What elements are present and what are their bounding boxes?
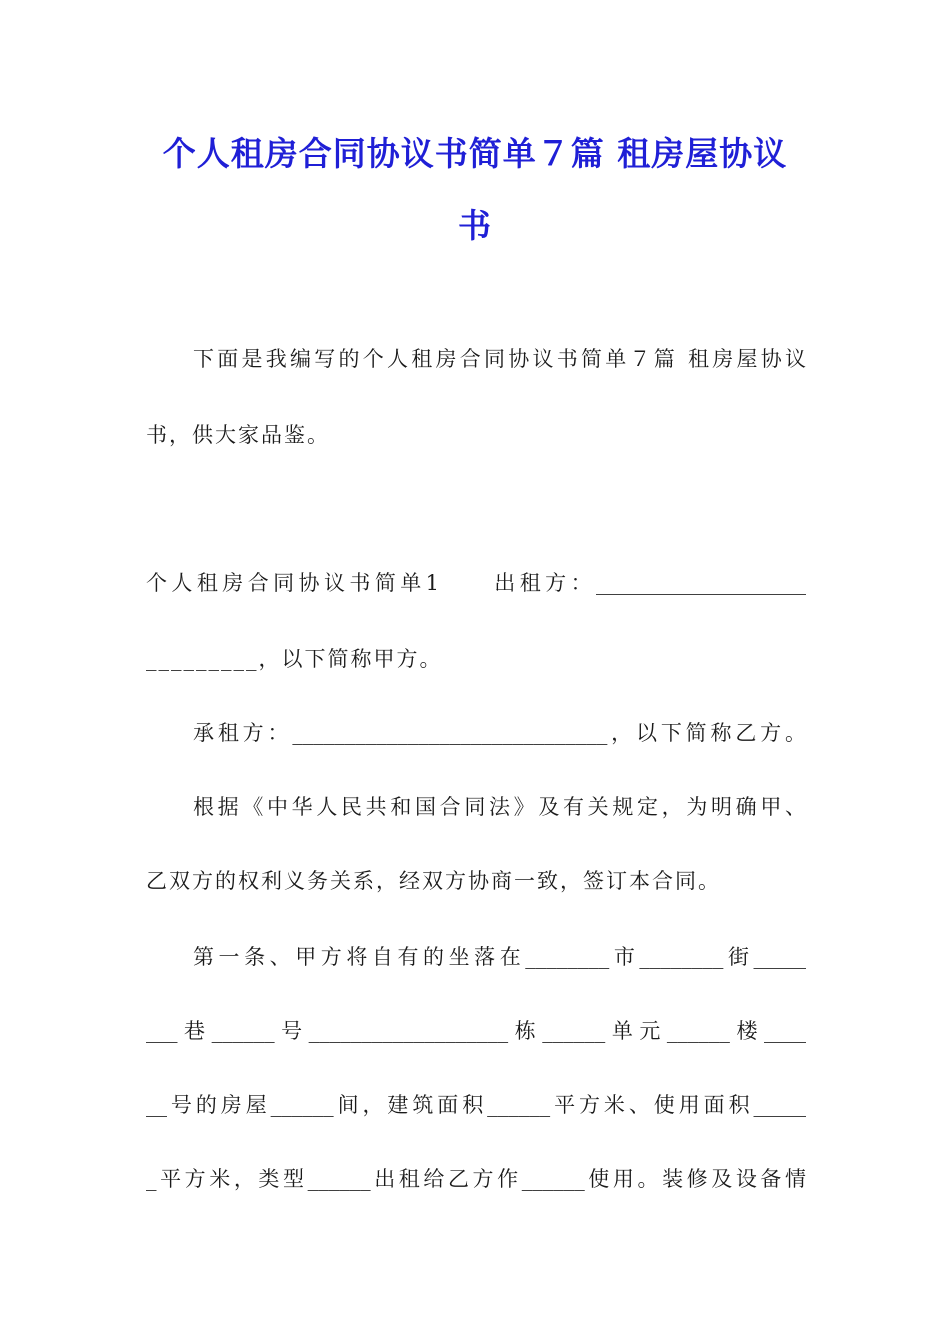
body-line-1: 下面是我编写的个人租房合同协议书简单７篇 租房屋协议: [193, 347, 806, 371]
body-line-4: _________，以下简称甲方。: [146, 647, 443, 671]
body-line-2: 书，供大家品鉴。: [146, 423, 330, 447]
body-line-3: 个人租房合同协议书简单1 出租方：____________________: [146, 571, 806, 595]
body-line-11: _平方米，类型______出租给乙方作______使用。装修及设备情: [146, 1167, 806, 1191]
body-line-9: ___巷______号___________________栋______单元______楼____: [146, 1019, 806, 1043]
document-title-line-1: 个人租房合同协议书简单７篇 租房屋协议: [162, 134, 788, 173]
body-line-6: 根据《中华人民共和国合同法》及有关规定，为明确甲、: [193, 795, 806, 819]
body-line-5: 承租方：______________________________，以下简称乙方。: [193, 721, 806, 745]
body-line-10: __号的房屋______间，建筑面积______平方米、使用面积_____: [146, 1093, 806, 1117]
document-title-line-2: 书: [458, 206, 492, 245]
body-line-7: 乙双方的权利义务关系，经双方协商一致，签订本合同。: [146, 869, 721, 893]
body-line-8: 第一条、甲方将自有的坐落在________市________街_____: [193, 945, 806, 969]
